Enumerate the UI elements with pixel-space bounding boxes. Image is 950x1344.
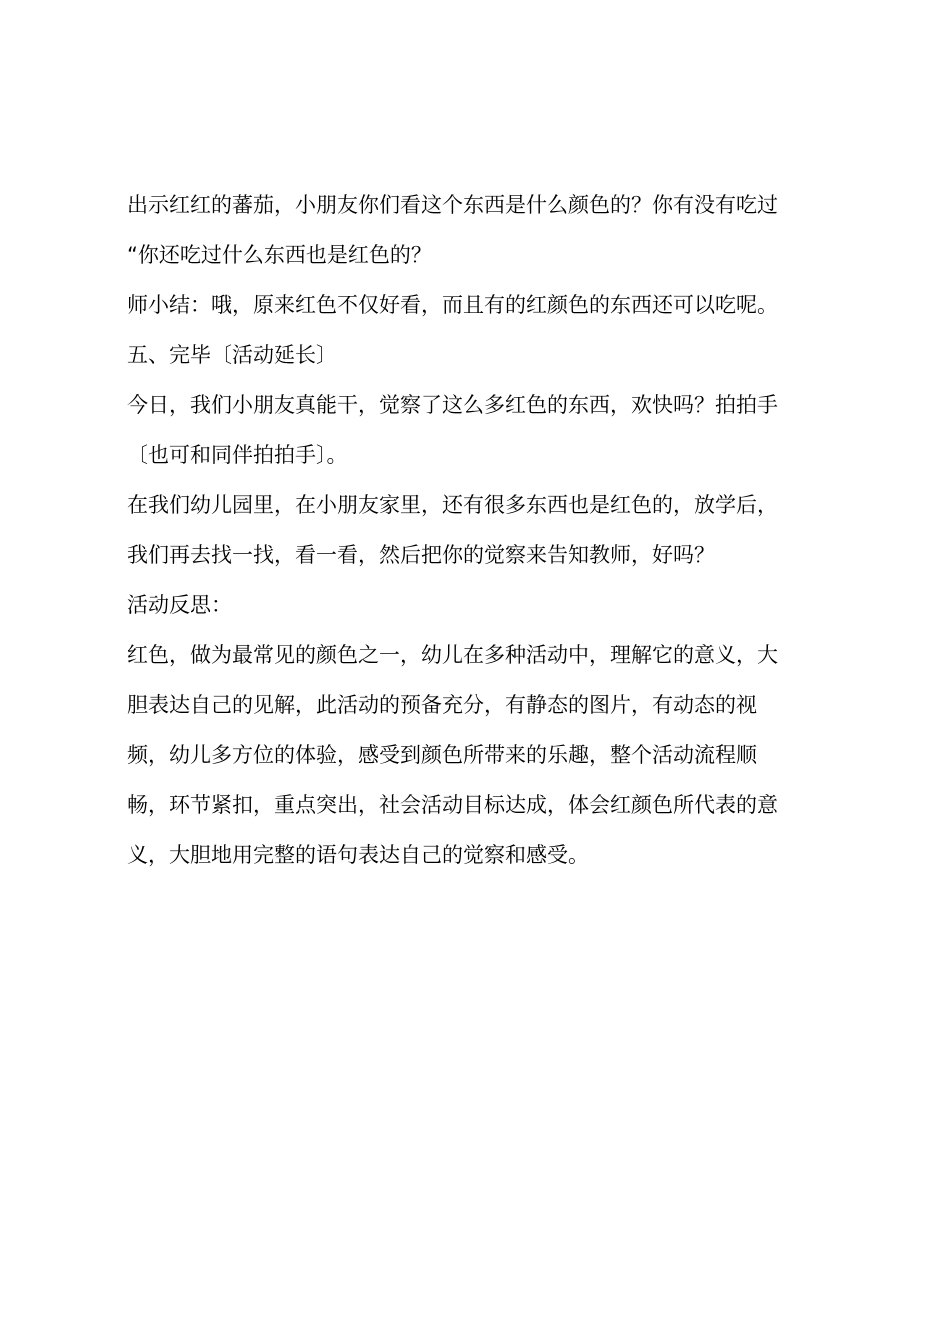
section-heading: 活动反思： [127,593,232,617]
section-heading: 五、完毕〔活动延长〕 [127,343,337,367]
text-line: 今日，我们小朋友真能干，觉察了这么多红色的东西，欢快吗？拍拍手 [127,393,778,417]
text-line: 频，幼儿多方位的体验，感受到颜色所带来的乐趣，整个活动流程顺 [127,743,757,767]
text-line: “你还吃过什么东西也是红色的？ [127,243,432,267]
text-line: 在我们幼儿园里，在小朋友家里，还有很多东西也是红色的，放学后， [127,493,778,517]
text-line: 〔也可和同伴拍拍手〕。 [127,443,348,467]
text-line: 义，大胆地用完整的语句表达自己的觉察和感受。 [127,843,589,867]
text-line: 出示红红的蕃茄，小朋友你们看这个东西是什么颜色的？你有没有吃过 [127,193,778,217]
text-line: 胆表达自己的见解，此活动的预备充分，有静态的图片，有动态的视 [127,693,757,717]
text-line: 师小结：哦，原来红色不仅好看，而且有的红颜色的东西还可以吃呢。 [127,293,778,317]
text-line: 我们再去找一找，看一看，然后把你的觉察来告知教师，好吗？ [127,543,715,567]
text-line: 红色，做为最常见的颜色之一，幼儿在多种活动中，理解它的意义，大 [127,643,778,667]
document-body [127,180,833,880]
text-line: 畅，环节紧扣，重点突出，社会活动目标达成，体会红颜色所代表的意 [127,793,778,817]
